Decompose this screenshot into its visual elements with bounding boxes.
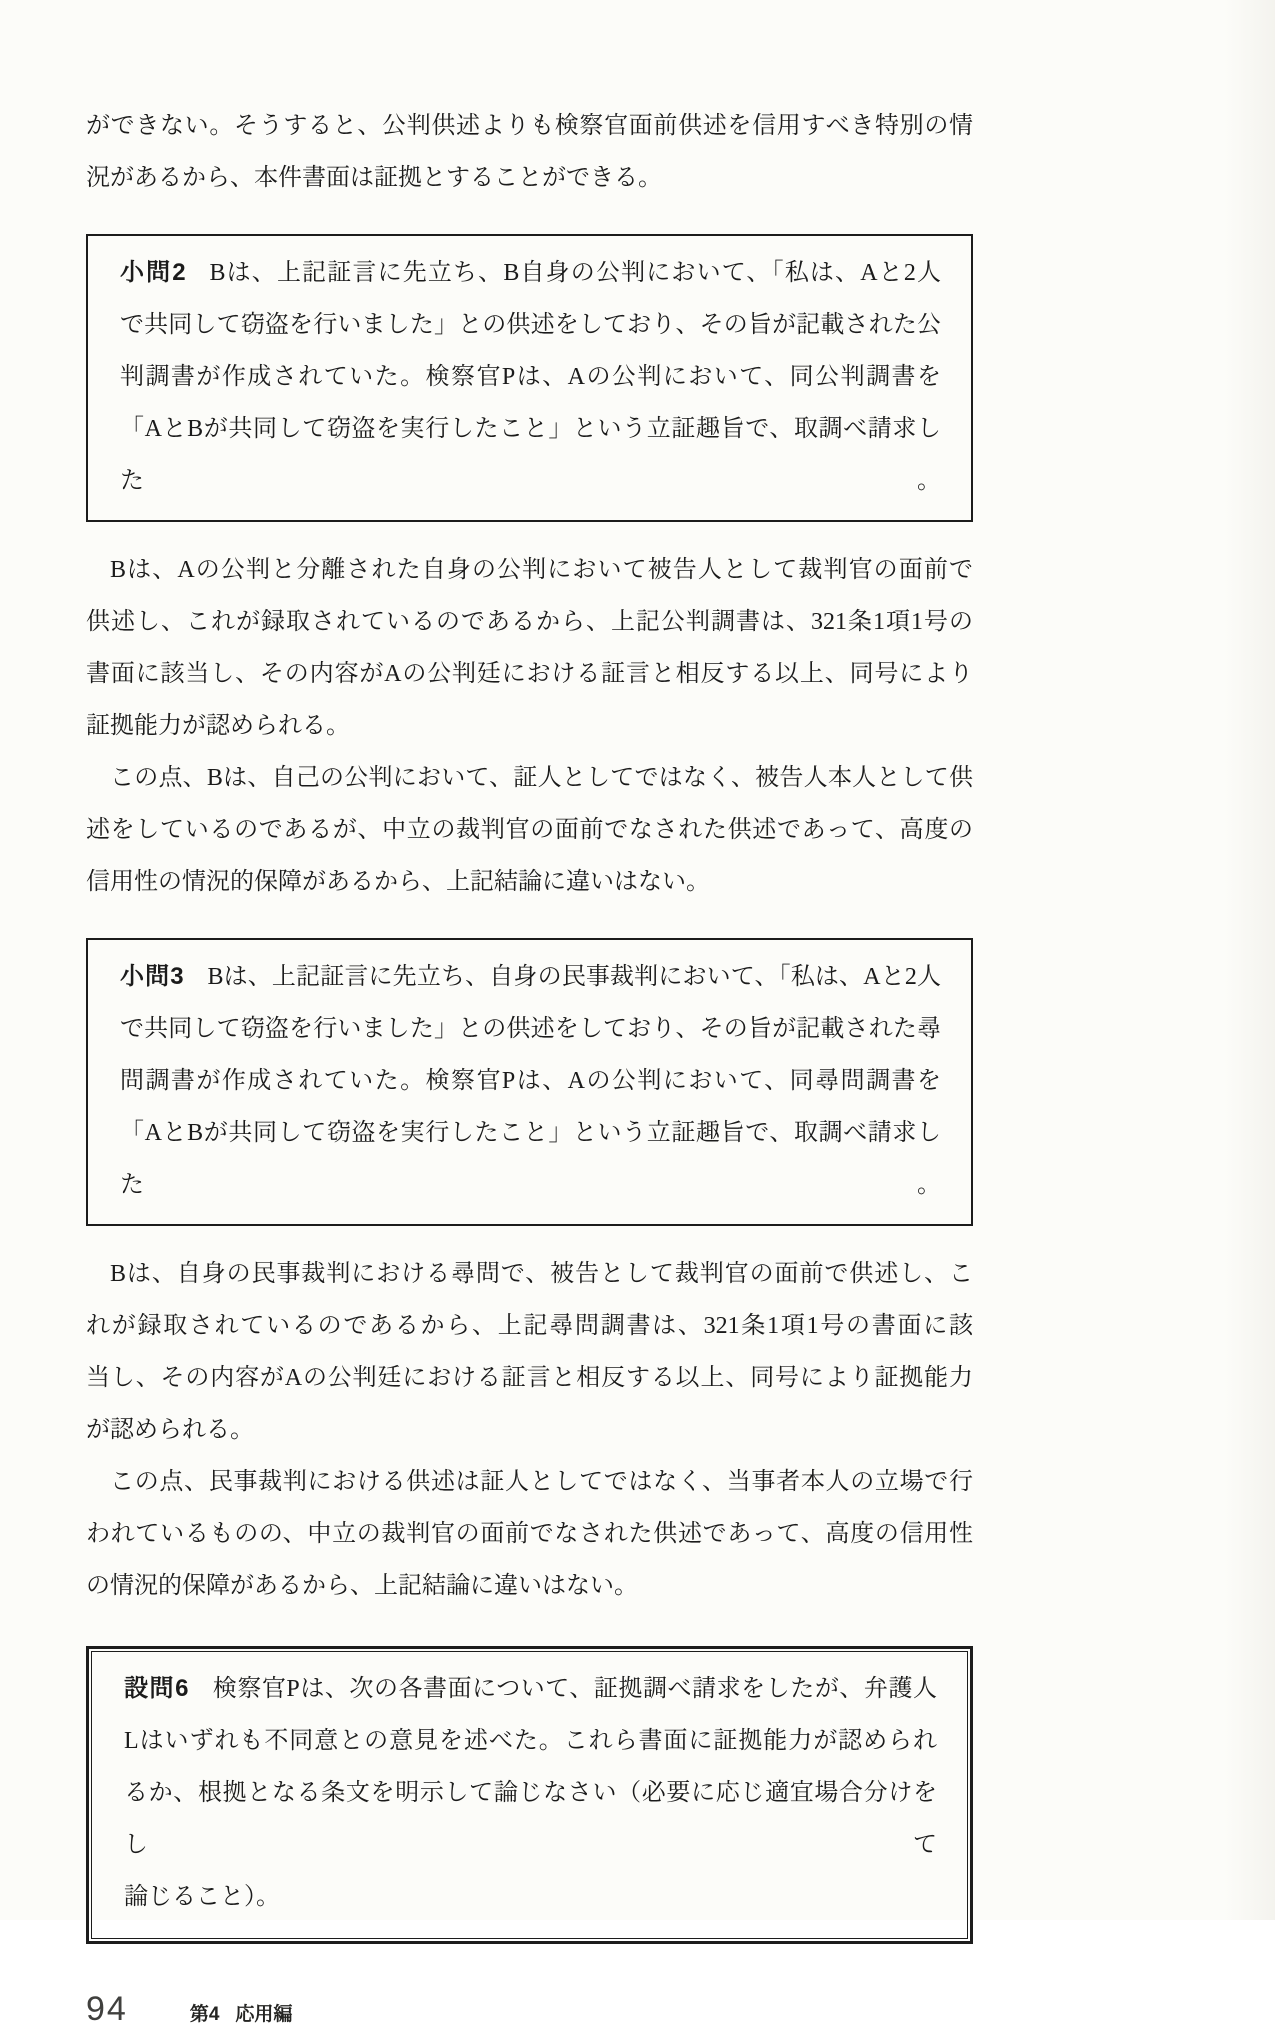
text-line: Bは、自身の民事裁判における尋問で、被告として裁判官の面前で供述し、こ bbox=[110, 1261, 973, 1287]
text-span: Bは、上記証言に先立ち、B自身の公判において、「私は、Aと2人 bbox=[209, 260, 941, 286]
text-line: この点、Bは、自己の公判において、証人としてではなく、被告人本人として供 bbox=[110, 765, 973, 791]
text-line: 信用性の情況的保障があるから、上記結論に違いはない。 bbox=[86, 869, 710, 895]
text-span: 検察官Pは、次の各書面について、証拠調べ請求をしたが、弁護人 bbox=[212, 1676, 937, 1702]
paragraph-answer-komon3 bbox=[86, 1248, 973, 1456]
text-line bbox=[120, 951, 941, 1003]
text-line: 当し、その内容がAの公判廷における証言と相反する以上、同号により証拠能力 bbox=[86, 1365, 973, 1391]
text-line: 「AとBが共同して窃盗を実行したこと」という立証趣旨で、取調べ請求した。 bbox=[120, 416, 941, 494]
text-span: Bは、上記証言に先立ち、自身の民事裁判において、「私は、Aと2人 bbox=[207, 964, 941, 990]
text-line: 「AとBが共同して窃盗を実行したこと」という立証趣旨で、取調べ請求した。 bbox=[120, 1120, 941, 1198]
text-line: 述をしているのであるが、中立の裁判官の面前でなされた供述であって、高度の bbox=[86, 817, 973, 843]
text-line: 証拠能力が認められる。 bbox=[86, 713, 350, 739]
text-line bbox=[124, 1663, 937, 1715]
text-line: 判調書が作成されていた。検察官Pは、Aの公判において、同公判調書を bbox=[120, 364, 941, 390]
text-line: れが録取されているのであるから、上記尋問調書は、321条1項1号の書面に該 bbox=[86, 1313, 973, 1339]
page-number: 94 bbox=[86, 1990, 128, 2028]
section-title: 応用編 bbox=[235, 2004, 293, 2025]
question-label-setsumon6: 設問6 bbox=[124, 1675, 190, 1702]
text-line: 問調書が作成されていた。検察官Pは、Aの公判において、同尋問調書を bbox=[120, 1068, 941, 1094]
text-line: で共同して窃盗を行いました」との供述をしており、その旨が記載された尋 bbox=[120, 1016, 941, 1042]
question-box-inner-border bbox=[91, 1651, 968, 1939]
text-line bbox=[120, 247, 941, 299]
text-line: の情況的保障があるから、上記結論に違いはない。 bbox=[86, 1573, 638, 1599]
text-line: るか、根拠となる条文を明示して論じなさい（必要に応じ適宜場合分けをして bbox=[124, 1780, 937, 1858]
problem-box-komon2 bbox=[86, 234, 973, 522]
problem-box-komon3 bbox=[86, 938, 973, 1226]
text-line: ができない。そうすると、公判供述よりも検察官面前供述を信用すべき特別の情 bbox=[86, 113, 973, 139]
paragraph-conclusion-small1 bbox=[86, 100, 973, 204]
problem-label-komon2: 小問2 bbox=[120, 259, 187, 286]
question-box-setsumon6 bbox=[86, 1646, 973, 1944]
text-line: 論じること）。 bbox=[124, 1884, 280, 1910]
paragraph-answer-komon2 bbox=[86, 544, 973, 752]
problem-label-komon3: 小問3 bbox=[120, 963, 185, 990]
text-line: Lはいずれも不同意との意見を述べた。これら書面に証拠能力が認められ bbox=[124, 1728, 937, 1754]
text-line: 供述し、これが録取されているのであるから、上記公判調書は、321条1項1号の bbox=[86, 609, 973, 635]
text-line: で共同して窃盗を行いました」との供述をしており、その旨が記載された公 bbox=[120, 312, 941, 338]
text-line: 書面に該当し、その内容がAの公判廷における証言と相反する以上、同号により bbox=[86, 661, 973, 687]
paragraph-supplement-komon2 bbox=[86, 752, 973, 908]
text-line: が認められる。 bbox=[86, 1417, 254, 1443]
text-line: Bは、Aの公判と分離された自身の公判において被告人として裁判官の面前で bbox=[110, 557, 973, 583]
text-line: この点、民事裁判における供述は証人としてではなく、当事者本人の立場で行 bbox=[110, 1469, 973, 1495]
paragraph-supplement-komon3 bbox=[86, 1456, 973, 1612]
text-line: われているものの、中立の裁判官の面前でなされた供述であって、高度の信用性 bbox=[86, 1521, 973, 1547]
text-line: 況があるから、本件書面は証拠とすることができる。 bbox=[86, 165, 662, 191]
page-footer bbox=[86, 1990, 973, 2029]
section-heading bbox=[190, 1999, 293, 2026]
section-label: 第4 bbox=[189, 2004, 220, 2025]
